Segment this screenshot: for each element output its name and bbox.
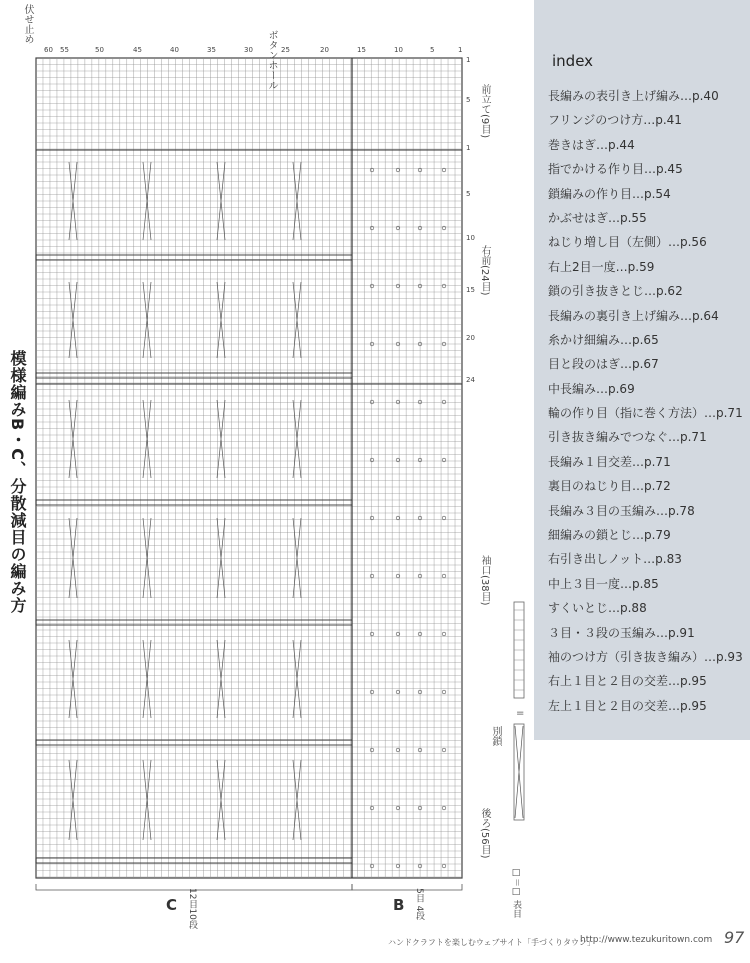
buttonhole-label: ボタンホール (266, 30, 277, 90)
row-number: 10 (466, 234, 475, 242)
index-list (548, 84, 743, 718)
index-item: 袖のつけ方（引き抜き編み）…p.93 (548, 649, 743, 664)
cable-legend-symbol (506, 600, 536, 880)
index-panel (534, 0, 750, 740)
section-b-desc: 5目 4段 (414, 888, 424, 921)
index-item: 糸かけ細編み…p.65 (548, 332, 659, 347)
footer-url[interactable]: http://www.tezukuritown.com (580, 935, 713, 945)
column-number: 20 (320, 46, 329, 54)
column-number: 10 (394, 46, 403, 54)
row-number: 15 (466, 286, 475, 294)
column-number: 30 (244, 46, 253, 54)
index-item: 目と段のはぎ…p.67 (548, 357, 659, 372)
cable-legend (506, 600, 536, 880)
index-item: 中上３目一度…p.85 (548, 576, 659, 591)
bind-off-label: 伏せ止め (22, 4, 33, 44)
svg-text:=: = (516, 708, 525, 719)
column-number: 40 (170, 46, 179, 54)
index-item: すくいとじ…p.88 (548, 601, 647, 616)
index-item: 指でかける作り目…p.45 (548, 162, 683, 177)
front-band-label: 前立て(9目) (479, 84, 490, 139)
index-item: 巻きはぎ…p.44 (548, 137, 635, 152)
index-item: フリンジのつけ方…p.41 (548, 113, 682, 128)
page-number: 97 (724, 928, 745, 947)
row-number: 20 (466, 334, 475, 342)
sleeve-label: 袖口(38目) (479, 555, 490, 606)
column-number: 50 (95, 46, 104, 54)
row-number: 1 (466, 56, 471, 64)
index-item: かぶせはぎ…p.55 (548, 210, 647, 225)
row-number: 1 (466, 144, 471, 152)
index-item: 長編みの裏引き上げ編み…p.64 (548, 308, 719, 323)
column-number: 55 (60, 46, 69, 54)
column-number: 35 (207, 46, 216, 54)
column-number: 1 (458, 46, 463, 54)
section-c-desc: 12目10段 (187, 888, 197, 929)
index-item: 長編み３目の玉編み…p.78 (548, 503, 695, 518)
index-title: index (552, 52, 594, 70)
column-number: 15 (357, 46, 366, 54)
index-item: 引き抜き編みでつなぐ…p.71 (548, 430, 707, 445)
index-item: 長編み１目交差…p.71 (548, 454, 671, 469)
footer-text: ハンドクラフトを楽しむウェブサイト「手づくりタウン」 (388, 938, 595, 947)
index-item: 細編みの鎖とじ…p.79 (548, 528, 671, 543)
index-item: 長編みの表引き上げ編み…p.40 (548, 89, 719, 103)
index-item: 右上１目と２目の交差…p.95 (548, 674, 707, 689)
index-item: 裏目のねじり目…p.72 (548, 479, 671, 494)
index-item: 右上2目一度…p.59 (548, 259, 655, 274)
page-title: 模様編みB・C、分散減目の編み方 (8, 350, 27, 614)
back-label: 後ろ(56目) (479, 808, 490, 859)
index-item: 右引き出しノット…p.83 (548, 552, 682, 567)
index-item: 中長編み…p.69 (548, 381, 635, 396)
column-number: 45 (133, 46, 142, 54)
row-number: 24 (466, 376, 475, 384)
row-number: 5 (466, 96, 471, 104)
right-front-label: 右前(24目) (479, 245, 490, 296)
column-number: 25 (281, 46, 290, 54)
index-item: 左上１目と２目の交差…p.95 (548, 698, 707, 713)
column-number: 5 (430, 46, 435, 54)
legend-note: □＝□ 表目 (511, 868, 521, 918)
row-number: 5 (466, 190, 471, 198)
index-item: 鎖編みの作り目…p.54 (548, 186, 671, 201)
separate-chain-label: 別鎖 (490, 726, 501, 746)
section-c-letter: C (166, 896, 178, 914)
index-item: ３目・３段の玉編み…p.91 (548, 625, 695, 640)
index-item: ねじり増し目（左側）…p.56 (548, 235, 707, 250)
index-item: 鎖の引き抜きとじ…p.62 (548, 284, 683, 299)
section-b-letter: B (393, 896, 405, 914)
column-number: 60 (44, 46, 53, 54)
index-item: 輪の作り目（指に巻く方法）…p.71 (548, 406, 743, 421)
